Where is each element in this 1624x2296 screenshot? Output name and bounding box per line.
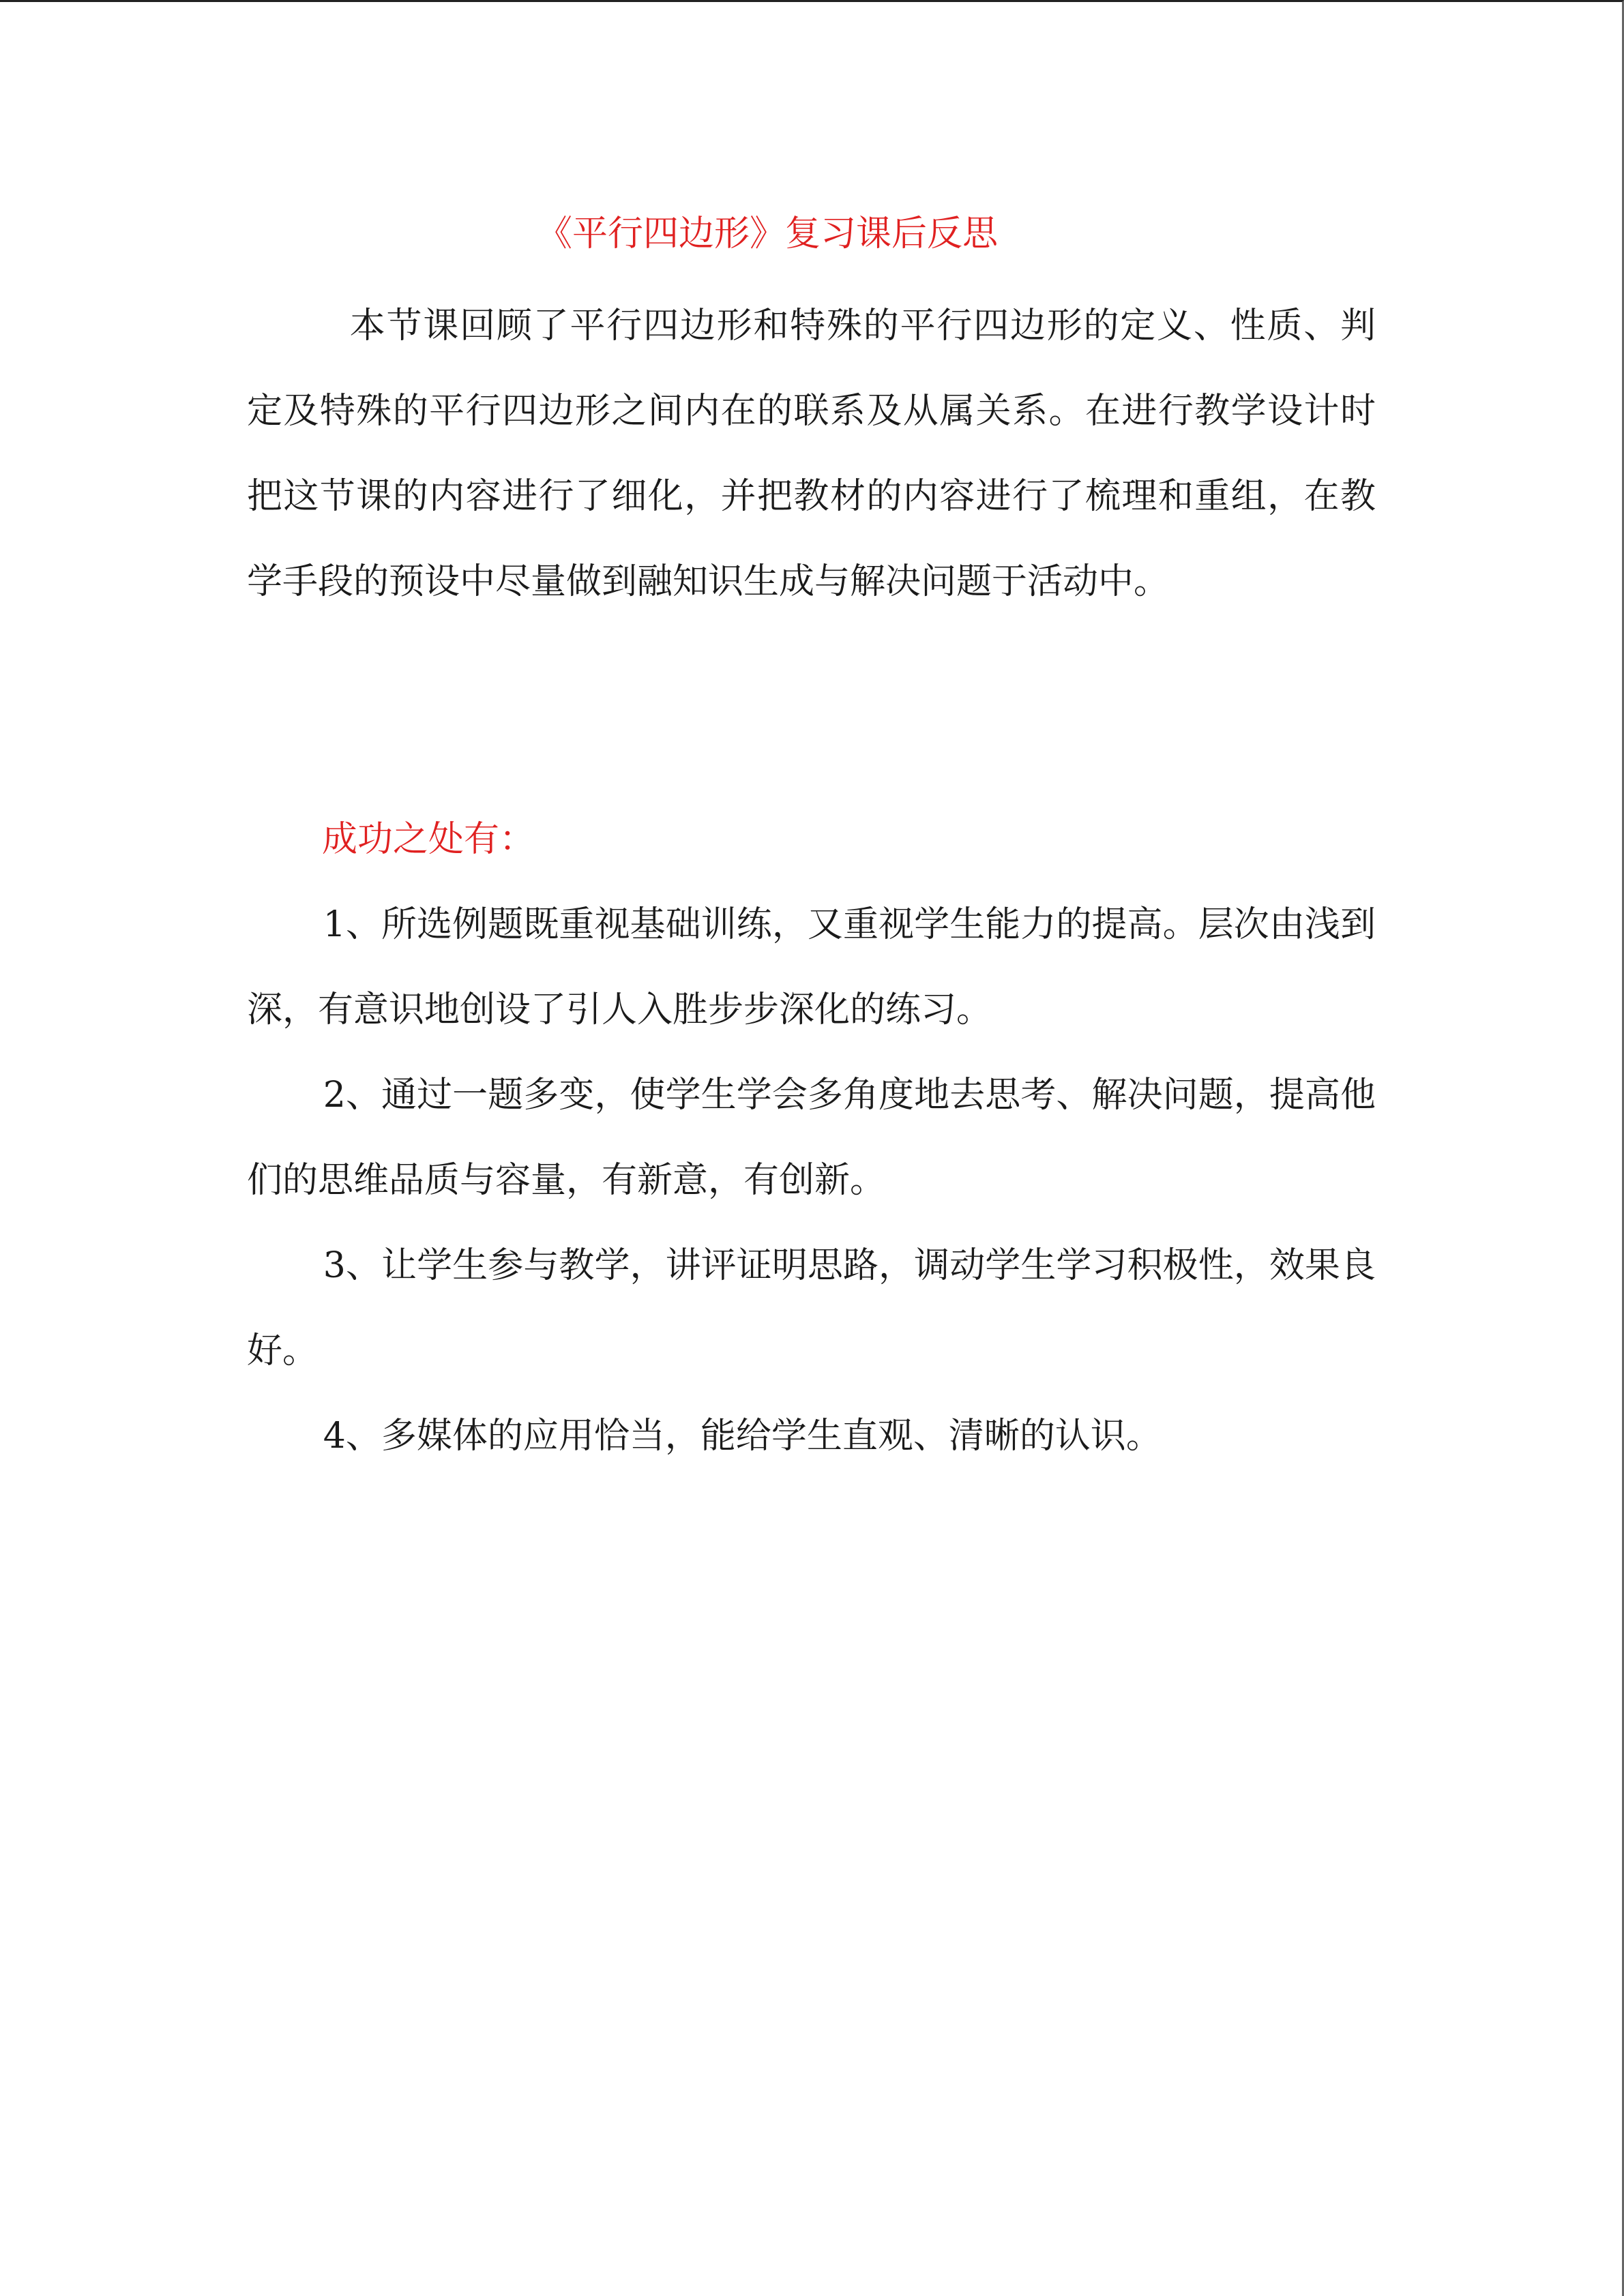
point-1: 1、所选例题既重视基础训练，又重视学生能力的提高。层次由浅到深，有意识地创设了引人入胜步步深化的练习。 [247,904,1376,1030]
point-4: 4、多媒体的应用恰当，能给学生直观、清晰的认识。 [323,1416,1162,1457]
intro-paragraph: 本节课回顾了平行四边形和特殊的平行四边形的定义、性质、判定及特殊的平行四边形之间内在的联系及从属关系。在进行教学设计时把这节课的内容进行了细化，并把教材的内容进行了梳理和重组，在教学手段的预设中尽量做到融知识生成与解决问题于活动中。 [247,305,1376,602]
point-2: 2、通过一题多变，使学生学会多角度地去思考、解决问题，提高他们的思维品质与容量，有新意，有创新。 [247,1075,1376,1201]
success-heading: 成功之处有： [322,819,535,860]
point-3: 3、让学生参与教学，讲评证明思路，调动学生学习积极性，效果良好。 [247,1245,1376,1371]
document-title: 《平行四边形》复习课后反思 [536,213,998,254]
